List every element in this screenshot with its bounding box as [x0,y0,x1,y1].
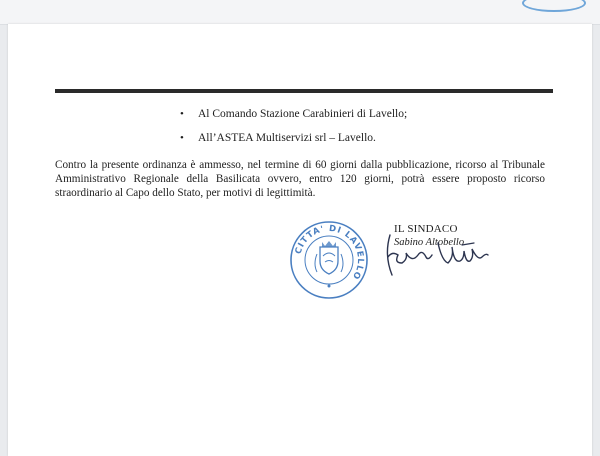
document-page [8,24,592,456]
signatory-title: IL SINDACO [394,223,458,235]
viewer-top-bar [0,0,600,25]
signatory-name: Sabino Altobello [394,237,465,248]
recipient-list [180,108,407,156]
list-item [180,132,407,144]
bullet-icon: • [180,132,184,144]
appeal-notice-paragraph: Contro la presente ordinanza è ammesso, nel termine di 60 giorni dalla pubblicazione, ricorso al Tribunale Amministrativo Regionale della Basilicata ovvero, entro 120 giorni, potrà essere proposto ricorso straordinario al Capo dello Stato, per motivi di legittimità. [55,159,545,199]
seal-text: CITTA' DI LAVELLO [293,223,366,282]
municipal-seal-icon [289,220,369,300]
bullet-icon: • [180,108,184,120]
recipient-text: Al Comando Stazione Carabinieri di Lavello; [198,108,408,120]
horizontal-rule [55,89,553,93]
recipient-text: All’ASTEA Multiservizi srl – Lavello. [198,132,376,144]
blue-logo-fragment [522,0,586,12]
list-item [180,108,407,120]
handwritten-signature-icon [378,217,498,287]
signature-block [394,223,464,248]
